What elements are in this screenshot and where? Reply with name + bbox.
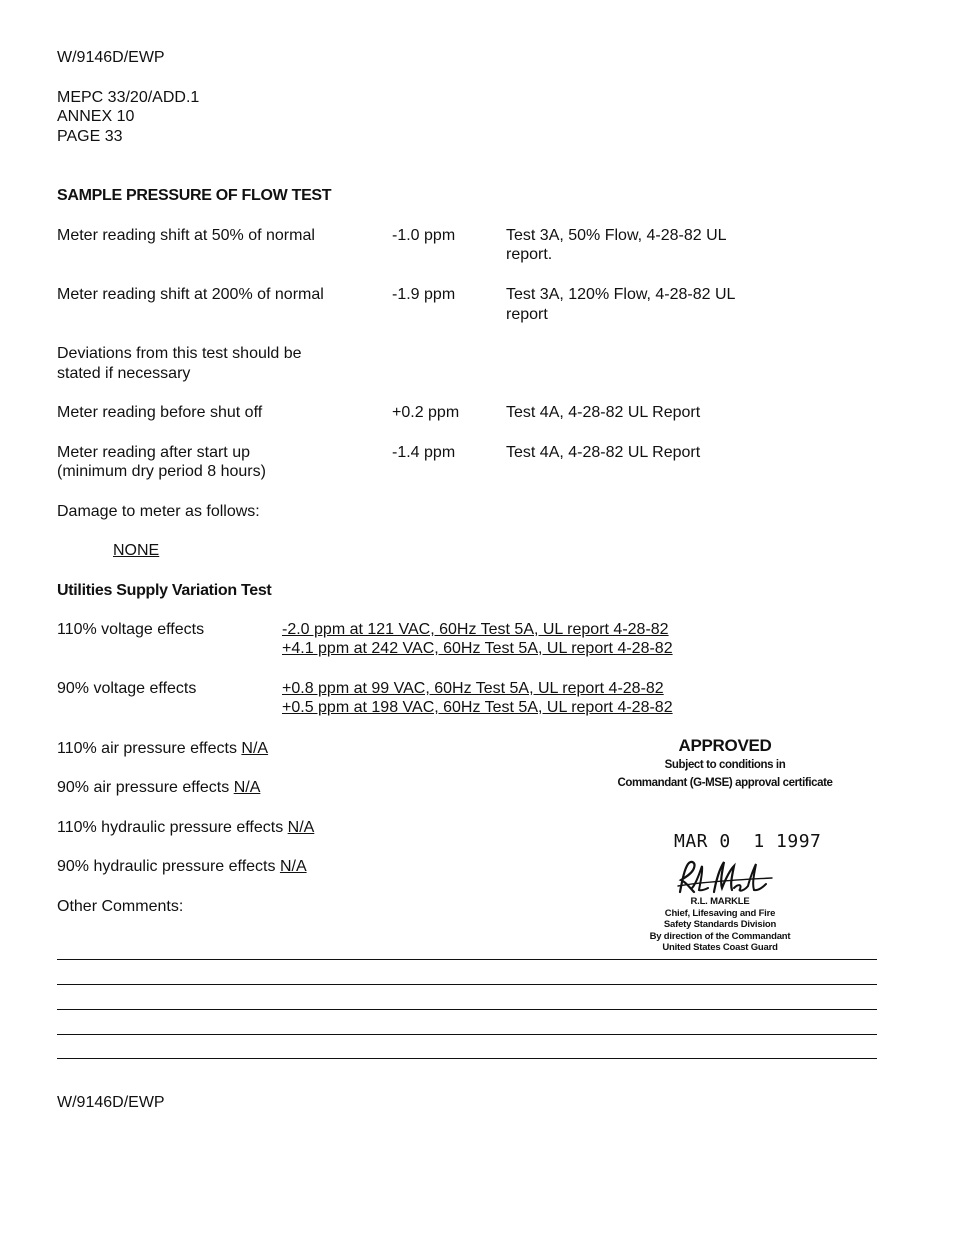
flow-test-heading: SAMPLE PRESSURE OF FLOW TEST	[57, 187, 332, 204]
voltage-row-result: +0.5 ppm at 198 VAC, 60Hz Test 5A, UL report 4-28-82	[282, 699, 673, 716]
document-code-top: W/9146D/EWP	[57, 49, 165, 66]
signer-title: United States Coast Guard	[662, 942, 778, 953]
pressure-row-label: 110% air pressure effects	[57, 740, 242, 757]
flow-row-value: +0.2 ppm	[392, 404, 460, 421]
flow-row-value: -1.4 ppm	[392, 444, 456, 461]
pressure-row-label: 110% hydraulic pressure effects	[57, 819, 288, 836]
voltage-row-result: -2.0 ppm at 121 VAC, 60Hz Test 5A, UL report 4-28-82	[282, 621, 669, 638]
damage-label: Damage to meter as follows:	[57, 503, 260, 520]
approval-stamp	[600, 736, 850, 790]
flow-row-note: Test 3A, 50% Flow, 4-28-82 UL	[506, 227, 727, 244]
voltage-row-result: +0.8 ppm at 99 VAC, 60Hz Test 5A, UL report 4-28-82	[282, 680, 664, 697]
reference-line-1: MEPC 33/20/ADD.1	[57, 89, 200, 106]
signer-title: By direction of the Commandant	[649, 930, 791, 942]
voltage-row-label: 90% voltage effects	[57, 680, 197, 697]
pressure-row-value: N/A	[279, 858, 307, 875]
reference-line-2: ANNEX 10	[57, 108, 135, 125]
flow-row-label: Meter reading before shut off	[57, 404, 263, 421]
signer-title: Chief, Lifesaving and Fire	[664, 907, 776, 919]
pressure-row	[57, 818, 314, 837]
signature-image	[672, 858, 782, 898]
voltage-row-label: 110% voltage effects	[57, 621, 205, 638]
voltage-row-result: +4.1 ppm at 242 VAC, 60Hz Test 5A, UL report 4-28-82	[282, 640, 673, 657]
pressure-row-label: 90% hydraulic pressure effects	[57, 858, 280, 875]
signer-block	[630, 896, 810, 954]
flow-row-note: Test 4A, 4-28-82 UL Report	[506, 444, 701, 461]
flow-row-note: Test 3A, 120% Flow, 4-28-82 UL	[506, 286, 736, 303]
damage-value: NONE	[113, 542, 160, 559]
comment-line	[57, 1034, 877, 1035]
flow-row-note-cont: report	[506, 306, 548, 323]
pressure-row-value: N/A	[241, 740, 269, 757]
flow-row-label-cont: stated if necessary	[57, 365, 191, 382]
flow-row-label: Meter reading after start up	[57, 444, 250, 461]
flow-row-value: -1.0 ppm	[392, 227, 456, 244]
flow-row-label-cont: (minimum dry period 8 hours)	[57, 463, 266, 480]
approval-certificate: Commandant (G-MSE) approval certificate	[617, 777, 833, 789]
other-comments-label: Other Comments:	[57, 898, 184, 915]
pressure-row-value: N/A	[287, 819, 315, 836]
utilities-heading: Utilities Supply Variation Test	[57, 582, 272, 599]
pressure-row	[57, 778, 260, 797]
flow-row-label: Deviations from this test should be	[57, 345, 302, 362]
approval-date: MAR 0 1 1997	[674, 831, 822, 852]
flow-row-label: Meter reading shift at 200% of normal	[57, 286, 324, 303]
comment-line	[57, 1058, 877, 1059]
pressure-row-label: 90% air pressure effects	[57, 779, 234, 796]
signer-title: Safety Standards Division	[663, 919, 777, 930]
comment-line	[57, 1009, 877, 1010]
comment-line	[57, 959, 877, 960]
signer-name: R.L. MARKLE	[690, 896, 750, 907]
pressure-row	[57, 739, 268, 758]
flow-row-label: Meter reading shift at 50% of normal	[57, 227, 315, 244]
flow-row-note-cont: report.	[506, 246, 553, 263]
reference-line-3: PAGE 33	[57, 128, 123, 145]
flow-row-value: -1.9 ppm	[392, 286, 456, 303]
pressure-row-value: N/A	[233, 779, 261, 796]
pressure-row	[57, 857, 307, 876]
document-code-bottom: W/9146D/EWP	[57, 1094, 165, 1111]
comment-line	[57, 984, 877, 985]
flow-row-note: Test 4A, 4-28-82 UL Report	[506, 404, 701, 421]
approved-label: APPROVED	[678, 736, 772, 755]
approval-conditions: Subject to conditions in	[664, 759, 786, 771]
